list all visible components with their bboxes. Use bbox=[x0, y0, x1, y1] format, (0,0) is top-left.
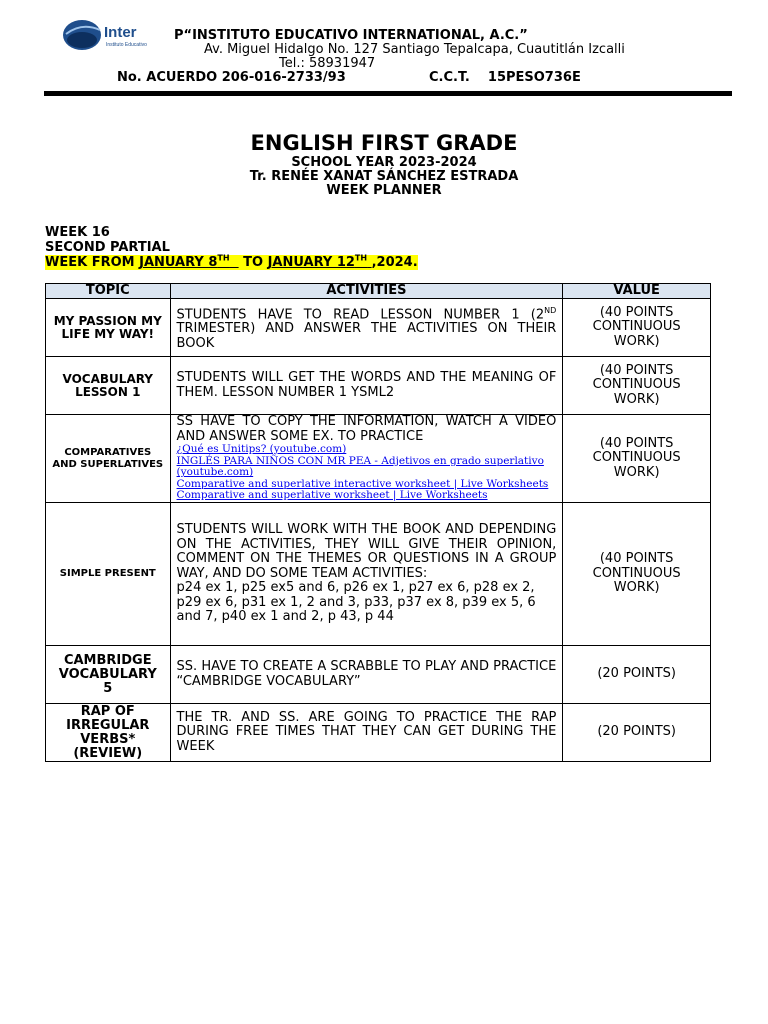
agreement-number: No. ACUERDO 206-016-2733/93 bbox=[117, 70, 346, 85]
school-phone: Tel.: 58931947 bbox=[279, 56, 376, 71]
value-cell: (40 POINTS CONTINUOUS WORK) bbox=[563, 415, 711, 503]
end-date-suffix: TH bbox=[354, 254, 368, 263]
activity-cell bbox=[170, 415, 563, 503]
school-year: SCHOOL YEAR 2023-2024 bbox=[291, 155, 477, 170]
week-planner-table bbox=[45, 283, 711, 762]
activity-cell bbox=[170, 503, 563, 646]
end-date: JANUARY 12 bbox=[267, 255, 355, 271]
to-label: TO bbox=[243, 255, 268, 271]
planner-label: WEEK PLANNER bbox=[326, 183, 442, 198]
table-row bbox=[46, 415, 711, 503]
activity-cell bbox=[170, 299, 563, 357]
week-number: WEEK 16 bbox=[45, 225, 110, 240]
start-date: JANUARY 8 bbox=[139, 255, 218, 271]
svg-text:Instituto Educativo: Instituto Educativo bbox=[106, 42, 147, 48]
header-divider bbox=[44, 91, 732, 96]
table-header-row bbox=[46, 284, 711, 299]
resource-links bbox=[177, 444, 557, 502]
header-value: VALUE bbox=[563, 284, 711, 299]
topic-cell: SIMPLE PRESENT bbox=[46, 503, 171, 646]
header-activities: ACTIVITIES bbox=[170, 284, 563, 299]
activity-text: SS HAVE TO COPY THE INFORMATION, WATCH A VIDEO AND ANSWER SOME EX. TO PRACTICE bbox=[176, 414, 557, 444]
year-suffix: ,2024. bbox=[371, 255, 418, 271]
school-address: Av. Miguel Hidalgo No. 127 Santiago Tepalcapa, Cuautitlán Izcalli bbox=[204, 42, 625, 57]
topic-cell: COMPARATIVES AND SUPERLATIVES bbox=[46, 415, 171, 503]
start-date-suffix: TH bbox=[217, 254, 230, 263]
activity-cell: SS. HAVE TO CREATE A SCRABBLE TO PLAY AND PRACTICE “CAMBRIDGE VOCABULARY” bbox=[170, 646, 563, 704]
link-mr-pea[interactable]: INGLÉS PARA NIÑOS CON MR PEA - Adjetivos en grado superlativo (youtube.com) bbox=[176, 454, 544, 479]
school-logo bbox=[62, 18, 152, 52]
activity-cell: THE TR. AND SS. ARE GOING TO PRACTICE THE RAP DURING FREE TIMES THAT THEY CAN GET DURING THE WEEK bbox=[170, 704, 563, 762]
table-row bbox=[46, 299, 711, 357]
topic-cell: VOCABULARY LESSON 1 bbox=[46, 357, 171, 415]
week-range-prefix: WEEK FROM bbox=[45, 255, 140, 271]
value-cell: (40 POINTS CONTINUOUS WORK) bbox=[563, 299, 711, 357]
activity-text: STUDENTS WILL WORK WITH THE BOOK AND DEPENDING ON THE ACTIVITIES, THEY WILL GIVE THEIR OPINION, COMMENT ON THE THEMES OR QUESTIONS IN A GROUP WAY, AND DO SOME TEAM ACTIVITIES: bbox=[176, 522, 557, 581]
activity-cell: STUDENTS WILL GET THE WORDS AND THE MEANING OF THEM. LESSON NUMBER 1 YSML2 bbox=[170, 357, 563, 415]
cct-code: C.C.T. 15PESO736E bbox=[429, 70, 581, 85]
partial-label: SECOND PARTIAL bbox=[45, 240, 170, 255]
activity-pages: p24 ex 1, p25 ex5 and 6, p26 ex 1, p27 ex 6, p28 ex 2, p29 ex 6, p31 ex 1, 2 and 3, p33, p37 ex 8, p39 ex 5, 6 and 7, p40 ex 1 and 2, p 43, p 44 bbox=[176, 580, 536, 625]
topic-cell: MY PASSION MY LIFE MY WAY! bbox=[46, 299, 171, 357]
activity-text: STUDENTS HAVE TO READ LESSON NUMBER 1 (2 bbox=[176, 306, 545, 322]
week-range bbox=[45, 254, 418, 270]
table-row bbox=[46, 646, 711, 704]
value-cell: (40 POINTS CONTINUOUS WORK) bbox=[563, 503, 711, 646]
header-topic: TOPIC bbox=[46, 284, 171, 299]
table-row bbox=[46, 704, 711, 762]
table-row bbox=[46, 357, 711, 415]
school-name: P“INSTITUTO EDUCATIVO INTERNATIONAL, A.C.” bbox=[174, 28, 528, 43]
link-worksheet[interactable]: Comparative and superlative worksheet | Live Worksheets bbox=[176, 489, 488, 502]
svg-text:Inter: Inter bbox=[104, 24, 137, 41]
value-cell: (20 POINTS) bbox=[563, 646, 711, 704]
topic-cell: CAMBRIDGE VOCABULARY 5 bbox=[46, 646, 171, 704]
link-interactive-worksheet[interactable]: Comparative and superlative interactive worksheet | Live Worksheets bbox=[176, 477, 549, 490]
teacher-name: Tr. RENÉE XANAT SÁNCHEZ ESTRADA bbox=[249, 169, 519, 184]
page-title: ENGLISH FIRST GRADE bbox=[250, 131, 518, 155]
topic-cell: RAP OF IRREGULAR VERBS* (REVIEW) bbox=[46, 704, 171, 762]
link-unitips[interactable]: ¿Qué es Unitips? (youtube.com) bbox=[176, 443, 347, 456]
table-row bbox=[46, 503, 711, 646]
value-cell: (40 POINTS CONTINUOUS WORK) bbox=[563, 357, 711, 415]
value-cell: (20 POINTS) bbox=[563, 704, 711, 762]
activity-sup: ND bbox=[544, 305, 557, 315]
activity-text: TRIMESTER) AND ANSWER THE ACTIVITIES ON THEIR BOOK bbox=[176, 321, 557, 351]
